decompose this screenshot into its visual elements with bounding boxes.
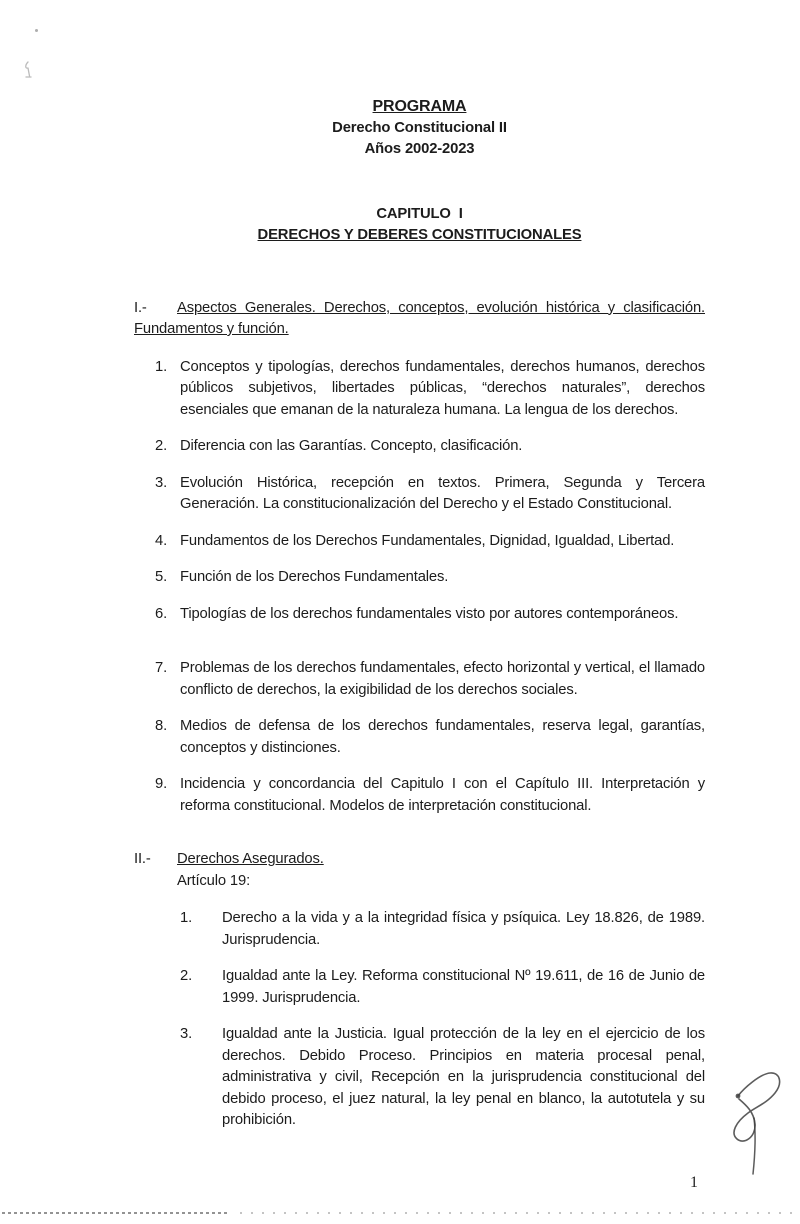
list-item — [134, 1024, 705, 1132]
section-2-heading — [134, 849, 705, 892]
section-1-heading-line-2: Fundamentos y función. — [134, 321, 289, 337]
section-1-list — [134, 357, 705, 818]
section-1-heading — [134, 298, 705, 341]
item-text: Incidencia y concordancia del Capitulo I con el Capítulo III. Interpretación y reforma constitucional. Modelos de interpretación constitucional. — [180, 776, 705, 814]
document-title: PROGRAMA — [372, 98, 467, 115]
list-item — [134, 966, 705, 1009]
item-text: Fundamentos de los Derechos Fundamentales, Dignidad, Igualdad, Libertad. — [180, 532, 675, 549]
section-1-heading-text: Aspectos Generales. Derechos, conceptos, evolución histórica y clasificación. — [177, 299, 705, 316]
list-item — [134, 436, 705, 458]
item-number: 7. — [155, 660, 168, 676]
section-1-heading-line-1 — [134, 298, 705, 320]
item-number: 5. — [155, 569, 168, 585]
list-item — [134, 658, 705, 701]
handwritten-signature-mark — [698, 1060, 798, 1185]
item-text: Derecho a la vida y a la integridad física y psíquica. Ley 18.826, de 1989. Jurisprudencia. — [222, 910, 705, 948]
section-2-list — [134, 908, 705, 1132]
section-2-heading-line-1 — [134, 849, 705, 871]
chapter-heading — [134, 204, 705, 247]
item-number: 4. — [155, 532, 168, 549]
item-number: 2. — [180, 968, 193, 984]
item-text: Conceptos y tipologías, derechos fundamentales, derechos humanos, derechos públicos subjetivos, libertades públicas, “derechos naturales”, derechos esenciales que emanan de la naturaleza humana. La lengua de los derechos. — [180, 358, 705, 418]
item-text: Función de los Derechos Fundamentales. — [180, 569, 449, 585]
scan-line-artifact-right — [240, 1212, 798, 1214]
chapter-number: CAPITULO I — [376, 205, 463, 222]
document-body — [134, 96, 705, 1132]
title-block — [134, 96, 705, 161]
scan-smudge-mark — [22, 60, 34, 80]
item-text: Evolución Histórica, recepción en textos. Primera, Segunda y Tercera Generación. La constitucionalización del Derecho y el Estado Constitucional. — [180, 474, 705, 512]
item-number: 1. — [180, 910, 193, 926]
document-subtitle: Derecho Constitucional II — [332, 119, 507, 136]
item-number: 8. — [155, 718, 168, 734]
scan-speck — [35, 29, 38, 32]
list-item — [134, 774, 705, 817]
list-item — [134, 473, 705, 516]
page-number: 1 — [690, 1174, 698, 1191]
item-text: Igualdad ante la Ley. Reforma constitucional Nº 19.611, de 16 de Junio de 1999. Jurisprudencia. — [222, 968, 705, 1006]
list-item — [134, 567, 705, 589]
item-number: 2. — [155, 438, 168, 454]
section-2-numeral: II.- — [134, 851, 151, 867]
item-text: Tipologías de los derechos fundamentales visto por autores contemporáneos. — [180, 605, 679, 622]
scan-line-artifact-left — [2, 1212, 228, 1214]
section-2-heading-text: Derechos Asegurados. — [177, 851, 324, 867]
item-number: 1. — [155, 358, 168, 375]
item-number: 3. — [180, 1026, 193, 1042]
item-text: Diferencia con las Garantías. Concepto, clasificación. — [180, 438, 523, 454]
item-text: Problemas de los derechos fundamentales, efecto horizontal y vertical, el llamado conflicto de derechos, la exigibilidad de los derechos sociales. — [180, 660, 705, 698]
item-number: 3. — [155, 474, 168, 491]
item-text: Medios de defensa de los derechos fundamentales, reserva legal, garantías, conceptos y distinciones. — [180, 718, 705, 756]
document-years: Años 2002-2023 — [364, 141, 475, 157]
item-number: 9. — [155, 776, 168, 792]
section-2-subheading: Artículo 19: — [177, 872, 251, 889]
list-item — [134, 908, 705, 951]
item-text: Igualdad ante la Justicia. Igual protección de la ley en el ejercicio de los derechos. Debido Proceso. Principios en materia procesal penal, administrativa y civil, Recepción en la jurisprudencia constitucional del debido proceso, el juez natural, la ley penal en blanco, la autotutela y su prohibición. — [222, 1026, 705, 1128]
chapter-title: DERECHOS Y DEBERES CONSTITUCIONALES — [257, 227, 582, 243]
section-1-numeral: I.- — [134, 299, 147, 316]
list-item — [134, 357, 705, 422]
list-item — [134, 716, 705, 759]
item-number: 6. — [155, 605, 168, 622]
list-item — [134, 531, 705, 553]
list-item — [134, 604, 705, 626]
